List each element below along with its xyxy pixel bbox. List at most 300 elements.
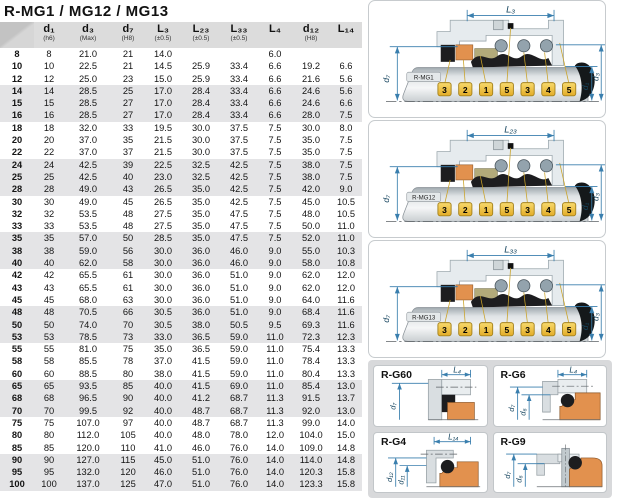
seat-panel-rg4 [373, 432, 488, 494]
seat-panels [368, 360, 612, 498]
column-header-d7: d₇ (H8) [112, 22, 144, 48]
table-cell: 48 [122, 208, 134, 219]
table-cell: 33.4 [229, 98, 249, 109]
table-cell: 7.5 [268, 122, 282, 133]
table-cell: 15.0 [153, 73, 173, 84]
table-cell: 41.5 [191, 368, 211, 379]
table-cell: 90 [122, 393, 134, 404]
table-row [0, 183, 362, 195]
seal-diagram-panel [368, 0, 606, 118]
dimension-label: d₆ [513, 474, 523, 483]
table-row [0, 269, 362, 281]
callout-number: 5 [504, 84, 510, 95]
table-cell: 38.0 [301, 171, 321, 182]
table-cell: 9.0 [268, 245, 282, 256]
table-row [0, 282, 362, 294]
table-cell: 85 [43, 442, 55, 453]
table-cell: 85 [122, 381, 134, 392]
clamp-ring [441, 165, 455, 182]
table-cell: 28.4 [191, 98, 211, 109]
table-cell: 9.0 [268, 270, 282, 281]
table-cell: 25.9 [191, 73, 211, 84]
table-cell: 73 [122, 331, 134, 342]
table-cell: 74.0 [78, 319, 98, 330]
table-cell: 75 [11, 417, 23, 428]
table-cell: 7.5 [339, 135, 353, 146]
table-cell: 7.5 [268, 196, 282, 207]
table-cell: 21.0 [78, 49, 98, 59]
table-cell: 10 [11, 61, 23, 72]
table-cell: 14.5 [153, 61, 173, 72]
table-cell: 59.0 [229, 368, 249, 379]
table-cell: 25.9 [191, 61, 211, 72]
table-cell [220, 48, 258, 60]
table-cell: 97 [122, 417, 134, 428]
dimension-label: d₃ [590, 192, 601, 201]
table-cell: 10.3 [336, 245, 356, 256]
table-cell: 137.0 [76, 479, 100, 490]
table-row [0, 208, 362, 220]
table-cell: 40.0 [153, 381, 173, 392]
seat-elastomer [448, 402, 475, 419]
table-cell: 80 [43, 430, 55, 441]
callout-number: 4 [546, 204, 551, 215]
table-cell: 30.0 [191, 122, 211, 133]
table-cell: 55.0 [301, 245, 321, 256]
table-cell: 14.0 [153, 49, 173, 59]
table-cell: 78.4 [301, 356, 321, 367]
table-cell: 62.0 [301, 282, 321, 293]
table-cell: 42.5 [78, 171, 98, 182]
table-cell: 81.0 [78, 344, 98, 355]
table-cell: 59.0 [229, 344, 249, 355]
table-cell: 40.0 [153, 405, 173, 416]
table-cell: 35.0 [191, 233, 211, 244]
table-cell: 50.5 [229, 319, 249, 330]
table-cell [330, 48, 362, 60]
table-cell: 35.0 [301, 147, 321, 158]
table-cell: 28.0 [301, 110, 321, 121]
table-cell: 30.0 [191, 147, 211, 158]
table-cell: 6.6 [268, 98, 282, 109]
table-row [0, 294, 362, 306]
table-cell: 7.5 [339, 171, 353, 182]
table-cell: 36.0 [191, 307, 211, 318]
table-cell: 80 [11, 430, 23, 441]
table-cell: 28 [43, 184, 55, 195]
table-cell: 11.6 [337, 319, 355, 330]
table-cell: 6.6 [268, 85, 282, 96]
table-cell: 27.5 [153, 208, 173, 219]
table-cell: 32.5 [191, 159, 211, 170]
seat-ring [456, 45, 473, 60]
table-row [0, 220, 362, 232]
table-cell: 32 [43, 208, 55, 219]
table-row [0, 232, 362, 244]
table-cell: 48 [122, 221, 134, 232]
column-header-d12: d₁₂ (H8) [292, 22, 330, 48]
table-cell: 35.0 [191, 208, 211, 219]
table-cell: 95 [43, 467, 55, 478]
table-cell: 46.0 [229, 245, 249, 256]
table-cell: 30.0 [153, 258, 173, 269]
table-cell: 15 [43, 98, 55, 109]
table-cell: 30.5 [153, 307, 173, 318]
table-cell: 50 [122, 233, 134, 244]
table-cell: 51.0 [229, 307, 249, 318]
table-cell: 12 [43, 73, 55, 84]
table-cell: 7.5 [268, 147, 282, 158]
table-cell: 35 [122, 135, 134, 146]
table-cell: 48.7 [191, 405, 211, 416]
table-cell: 6.0 [268, 49, 282, 59]
table-cell: 21.6 [301, 73, 321, 84]
table-row [0, 454, 362, 466]
table-cell: 46.0 [191, 442, 211, 453]
table-cell: 19.5 [153, 122, 173, 133]
table-cell: 10.8 [336, 258, 356, 269]
table-cell: 41.0 [153, 442, 173, 453]
table-cell: 8 [46, 49, 52, 59]
dimension-label: d₁ [580, 202, 591, 211]
table-cell: 68.7 [229, 417, 249, 428]
table-row [0, 429, 362, 441]
table-cell: 35.0 [191, 184, 211, 195]
table-cell: 48 [11, 307, 23, 318]
diagram-section [365, 0, 617, 500]
table-cell: 10.5 [336, 208, 356, 219]
table-cell: 40 [11, 258, 23, 269]
table-cell: 30.0 [153, 294, 173, 305]
table-cell: 26.5 [153, 184, 173, 195]
table-cell: 41.2 [191, 393, 211, 404]
table-cell: 75 [122, 344, 134, 355]
column-header-L3: L₃ (±0.5) [144, 22, 182, 48]
oring [560, 394, 573, 407]
table-cell: 42.5 [229, 159, 249, 170]
table-cell: 10.5 [336, 196, 356, 207]
model-label: R-MG12 [412, 194, 436, 202]
data-table [0, 22, 362, 491]
column-header-L33: L₃₃ (±0.5) [220, 22, 258, 48]
table-cell: 114.0 [299, 454, 323, 465]
callouts [438, 83, 576, 96]
table-cell: 70 [43, 405, 55, 416]
table-cell: 11.3 [266, 417, 284, 428]
dimension-label: d₁ [580, 82, 591, 91]
table-row [0, 159, 362, 171]
table-cell: 59.0 [229, 331, 249, 342]
table-cell: 35 [11, 233, 23, 244]
table-cell: 7.5 [268, 221, 282, 232]
table-cell: 33.0 [153, 331, 173, 342]
table-cell: 90 [11, 454, 23, 465]
table-cell: 70.5 [78, 307, 98, 318]
table-cell: 22 [11, 147, 23, 158]
table-cell: 75 [43, 417, 55, 428]
table-row [0, 355, 362, 367]
table-cell: 110 [120, 442, 136, 453]
column-header-L14: L₁₄ [330, 22, 362, 48]
table-cell: 42 [11, 270, 23, 281]
dimension-label: d₃ [590, 312, 601, 321]
table-cell: 76.0 [229, 454, 249, 465]
table-cell: 7.5 [268, 135, 282, 146]
table-cell: 15.0 [336, 430, 356, 441]
table-cell: 16 [11, 110, 23, 121]
spring-icon [495, 160, 507, 172]
table-cell: 12.3 [336, 331, 356, 342]
table-cell: 9.0 [339, 184, 353, 195]
table-cell: 9.0 [268, 307, 282, 318]
table-cell: 36.0 [191, 258, 211, 269]
table-row [0, 405, 362, 417]
dimension-label: d₁₂ [384, 471, 394, 482]
table-cell: 52.0 [301, 233, 321, 244]
table-cell: 90 [43, 454, 55, 465]
callout-number: 4 [546, 324, 551, 335]
table-cell: 80.4 [301, 368, 321, 379]
table-cell: 36.0 [191, 245, 211, 256]
table-cell: 12.0 [336, 270, 356, 281]
table-cell: 107.0 [76, 417, 100, 428]
callout-number: 5 [566, 324, 572, 335]
table-cell: 14 [11, 85, 23, 96]
table-cell [292, 48, 330, 60]
table-cell: 14.0 [265, 442, 285, 453]
table-cell: 14.0 [265, 467, 285, 478]
table-cell: 15 [11, 98, 23, 109]
table-cell: 33 [122, 122, 134, 133]
table-cell: 30.0 [153, 270, 173, 281]
table-cell: 51.0 [191, 467, 211, 478]
table-cell: 109.0 [299, 442, 323, 453]
table-cell: 58 [122, 258, 134, 269]
table-row [0, 146, 362, 158]
table-cell: 15.8 [336, 467, 356, 478]
seal-panels [368, 0, 617, 360]
table-cell: 27 [122, 98, 134, 109]
table-cell: 53.5 [78, 208, 98, 219]
table-cell: 7.5 [268, 159, 282, 170]
table-row [0, 85, 362, 97]
table-cell: 8 [14, 49, 20, 59]
callout-number: 4 [546, 84, 551, 95]
table-cell: 11.0 [337, 233, 355, 244]
table-cell: 12.0 [265, 430, 285, 441]
seat-label: R-G60 [381, 369, 412, 381]
table-row [0, 109, 362, 121]
table-cell: 104.0 [299, 430, 323, 441]
table-cell: 61 [122, 282, 134, 293]
table-cell: 24 [43, 159, 55, 170]
table-cell: 36.5 [191, 344, 211, 355]
table-cell: 66 [122, 307, 134, 318]
seat-label: R-G6 [500, 369, 526, 381]
spring-icon [540, 160, 552, 172]
table-cell: 35.0 [191, 221, 211, 232]
table-cell: 65.5 [78, 282, 98, 293]
spring-icon [518, 40, 530, 52]
dimension-label: d₆ [517, 408, 527, 416]
table-row [0, 392, 362, 404]
table-cell: 72.3 [301, 331, 321, 342]
table-cell: 42.5 [78, 159, 98, 170]
table-cell: 53 [43, 331, 55, 342]
table-cell: 36.0 [191, 282, 211, 293]
table-cell: 115 [120, 454, 136, 465]
dimension-label: L₁₄ [448, 432, 459, 441]
callout-number: 1 [483, 84, 489, 95]
table-cell: 58 [11, 356, 23, 367]
table-row [0, 478, 362, 490]
table-cell: 25.0 [78, 73, 98, 84]
table-cell: 25 [11, 171, 23, 182]
table-row [0, 380, 362, 392]
table-cell: 50 [11, 319, 23, 330]
dimension-label: d₁₁ [396, 474, 406, 485]
table-row [0, 134, 362, 146]
table-cell: 19.2 [301, 61, 321, 72]
table-cell: 24 [11, 159, 23, 170]
table-cell: 11.0 [266, 368, 284, 379]
table-cell: 43 [43, 282, 55, 293]
table-cell: 92 [122, 405, 134, 416]
table-cell: 20 [43, 135, 55, 146]
dimension-label: d₇ [380, 314, 391, 323]
column-header-d1: d₁ (h6) [34, 22, 64, 48]
table-row [0, 257, 362, 269]
table-cell: 88.5 [78, 368, 98, 379]
table-cell: 40.0 [153, 393, 173, 404]
callout-number: 1 [483, 324, 489, 335]
set-screw-icon [494, 140, 503, 149]
table-cell: 35.0 [191, 196, 211, 207]
table-cell: 6.6 [339, 61, 353, 72]
spring-icon [495, 280, 507, 292]
table-cell: 5.6 [339, 85, 353, 96]
table-cell: 40 [122, 171, 134, 182]
table-row [0, 245, 362, 257]
table-cell: 68.0 [78, 294, 98, 305]
table-cell: 42.5 [229, 171, 249, 182]
callout-number: 5 [566, 204, 572, 215]
table-cell: 22.5 [153, 159, 173, 170]
callout-number: 3 [442, 84, 447, 95]
table-cell: 37.0 [153, 356, 173, 367]
table-cell: 7.5 [268, 233, 282, 244]
model-label: R-MG1 [413, 74, 434, 82]
table-cell: 21 [122, 61, 134, 72]
table-cell [182, 48, 220, 60]
table-cell: 14.0 [336, 417, 356, 428]
table-cell: 27.5 [153, 221, 173, 232]
table-cell: 59.0 [229, 356, 249, 367]
table-cell: 51.0 [229, 282, 249, 293]
table-cell: 127.0 [76, 454, 100, 465]
table-cell: 75.4 [301, 344, 321, 355]
table-cell: 91.5 [301, 393, 321, 404]
table-cell: 43 [122, 184, 134, 195]
table-cell: 53 [11, 331, 23, 342]
table-cell: 28.5 [78, 110, 98, 121]
table-cell: 33.4 [229, 61, 249, 72]
table-cell: 28.5 [153, 233, 173, 244]
callout-number: 2 [462, 324, 468, 335]
table-cell: 7.5 [268, 208, 282, 219]
table-cell: 11.0 [266, 381, 284, 392]
column-header-L23: L₂₃ (±0.5) [182, 22, 220, 48]
table-cell: 15.8 [336, 479, 356, 490]
oring [441, 459, 454, 472]
table-body [0, 48, 362, 491]
table-cell: 93.5 [78, 381, 98, 392]
table-cell: 48.7 [191, 417, 211, 428]
table-cell: 32.5 [191, 171, 211, 182]
table-cell: 10 [43, 61, 55, 72]
table-cell: 100 [41, 479, 57, 490]
seat-panel-rg6 [493, 365, 608, 427]
table-cell: 36.0 [191, 294, 211, 305]
table-cell: 5.6 [339, 73, 353, 84]
callouts [438, 203, 576, 216]
table-cell: 60 [11, 368, 23, 379]
table-cell: 13.3 [336, 356, 356, 367]
table-row [0, 306, 362, 318]
table-cell: 21 [122, 49, 134, 59]
seat-ring [456, 285, 473, 300]
table-cell: 51.0 [229, 294, 249, 305]
callout-number: 5 [504, 324, 510, 335]
table-cell: 99.0 [301, 417, 321, 428]
table-cell: 11.0 [266, 344, 284, 355]
table-cell: 20 [11, 135, 23, 146]
callout-number: 1 [483, 204, 489, 215]
table-cell: 38.0 [301, 159, 321, 170]
table-cell: 45.0 [153, 454, 173, 465]
table-cell: 22 [43, 147, 55, 158]
dimension-label: d₇ [388, 402, 398, 410]
table-cell: 14 [43, 85, 55, 96]
table-cell: 65 [43, 381, 55, 392]
table-cell: 40.0 [153, 430, 173, 441]
spring-icon [495, 40, 507, 52]
table-cell: 53.5 [78, 221, 98, 232]
table-cell: 56 [122, 245, 134, 256]
table-header-row [0, 22, 362, 48]
table-cell: 11.6 [337, 307, 355, 318]
dimension-label: d₇ [506, 404, 516, 412]
table-row [0, 466, 362, 478]
table-cell: 37.5 [229, 135, 249, 146]
table-cell: 78 [122, 356, 134, 367]
set-screw-icon [494, 260, 503, 269]
table-cell: 11.3 [266, 405, 284, 416]
table-cell: 99.5 [78, 405, 98, 416]
table-cell: 25 [43, 171, 55, 182]
table-cell: 46.0 [229, 258, 249, 269]
table-cell: 45 [122, 196, 134, 207]
table-cell: 38 [43, 245, 55, 256]
table-cell: 7.5 [339, 147, 353, 158]
table-row [0, 73, 362, 85]
table-cell: 42.5 [229, 184, 249, 195]
table-cell: 6.6 [268, 73, 282, 84]
table-cell: 76.0 [229, 479, 249, 490]
table-cell: 112.0 [76, 430, 100, 441]
table-cell: 37.5 [229, 122, 249, 133]
table-cell: 28.5 [78, 85, 98, 96]
